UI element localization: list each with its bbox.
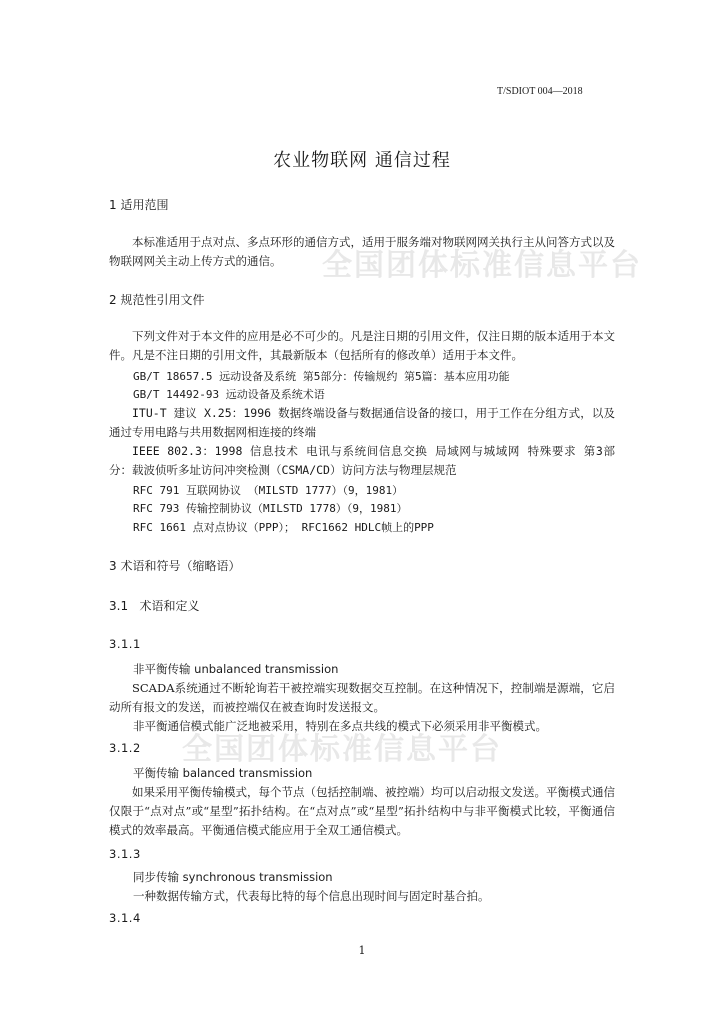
term-definition: SCADA系统通过不断轮询若干被控端实现数据交互控制。在这种情况下，控制端是源端，它启动所有报文的发送，而被控端仅在被查询时发送报文。 — [109, 681, 615, 714]
section-1-heading: 1 适用范围 — [109, 198, 169, 212]
term-heading: 平衡传输 balanced transmission — [133, 766, 313, 780]
watermark-top: 全国团体标准信息平台 — [322, 248, 642, 283]
clause-number: 3.1.4 — [109, 911, 141, 925]
clause-number: 3.1.2 — [109, 741, 141, 755]
reference-item: RFC 793 传输控制协议（MILSTD 1778）（9，1981） — [133, 502, 408, 515]
reference-item: IEEE 802.3：1998 信息技术 电讯与系统间信息交换 局域网与城域网 特殊要求 第3部分：载波侦听多址访问冲突检测（CSMA/CD）访问方法与物理层规范 — [109, 444, 615, 477]
clause-number: 3.1.1 — [109, 637, 141, 651]
watermark-middle: 全国团体标准信息平台 — [182, 732, 502, 767]
reference-item: RFC 791 互联网协议 （MILSTD 1777）（9，1981） — [133, 484, 404, 497]
document-number: T/SDIOT 004—2018 — [497, 86, 583, 97]
section-3-1-heading: 3.1 术语和定义 — [109, 599, 200, 613]
reference-item: ITU-T 建议 X.25：1996 数据终端设备与数据通信设备的接口，用于工作在分组方式，以及通过专用电路与共用数据网相连接的终端 — [109, 406, 615, 439]
term-definition: 非平衡通信模式能广泛地被采用，特别在多点共线的模式下必须采用非平衡模式。 — [133, 719, 547, 733]
term-heading: 同步传输 synchronous transmission — [133, 870, 333, 884]
clause-number: 3.1.3 — [109, 847, 141, 861]
term-heading: 非平衡传输 unbalanced transmission — [133, 662, 339, 676]
reference-item: GB/T 14492-93 远动设备及系统术语 — [133, 388, 325, 401]
page-number: 1 — [358, 944, 366, 957]
term-definition: 如果采用平衡传输模式，每个节点（包括控制端、被控端）均可以启动报文发送。平衡模式通信仅限于“点对点”或“星型”拓扑结构。在“点对点”或“星型”拓扑结构中与非平衡模式比较，平衡通信模式的效率最高。平衡通信模式能应用于全双工通信模式。 — [109, 785, 615, 837]
reference-item: GB/T 18657.5 远动设备及系统 第5部分：传输规约 第5篇：基本应用功能 — [133, 370, 510, 383]
page-title: 农业物联网 通信过程 — [273, 150, 451, 171]
section-1-body: 本标准适用于点对点、多点环形的通信方式，适用于服务端对物联网网关执行主从问答方式以及物联网网关主动上传方式的通信。 — [109, 235, 615, 268]
section-3-heading: 3 术语和符号（缩略语） — [109, 559, 241, 573]
section-2-heading: 2 规范性引用文件 — [109, 293, 205, 307]
section-2-intro: 下列文件对于本文件的应用是必不可少的。凡是注日期的引用文件，仅注日期的版本适用于本文件。凡是不注日期的引用文件，其最新版本（包括所有的修改单）适用于本文件。 — [109, 329, 615, 362]
term-definition: 一种数据传输方式，代表每比特的每个信息出现时间与固定时基合拍。 — [133, 889, 490, 903]
reference-item: RFC 1661 点对点协议（PPP）； RFC1662 HDLC帧上的PPP — [133, 521, 434, 534]
